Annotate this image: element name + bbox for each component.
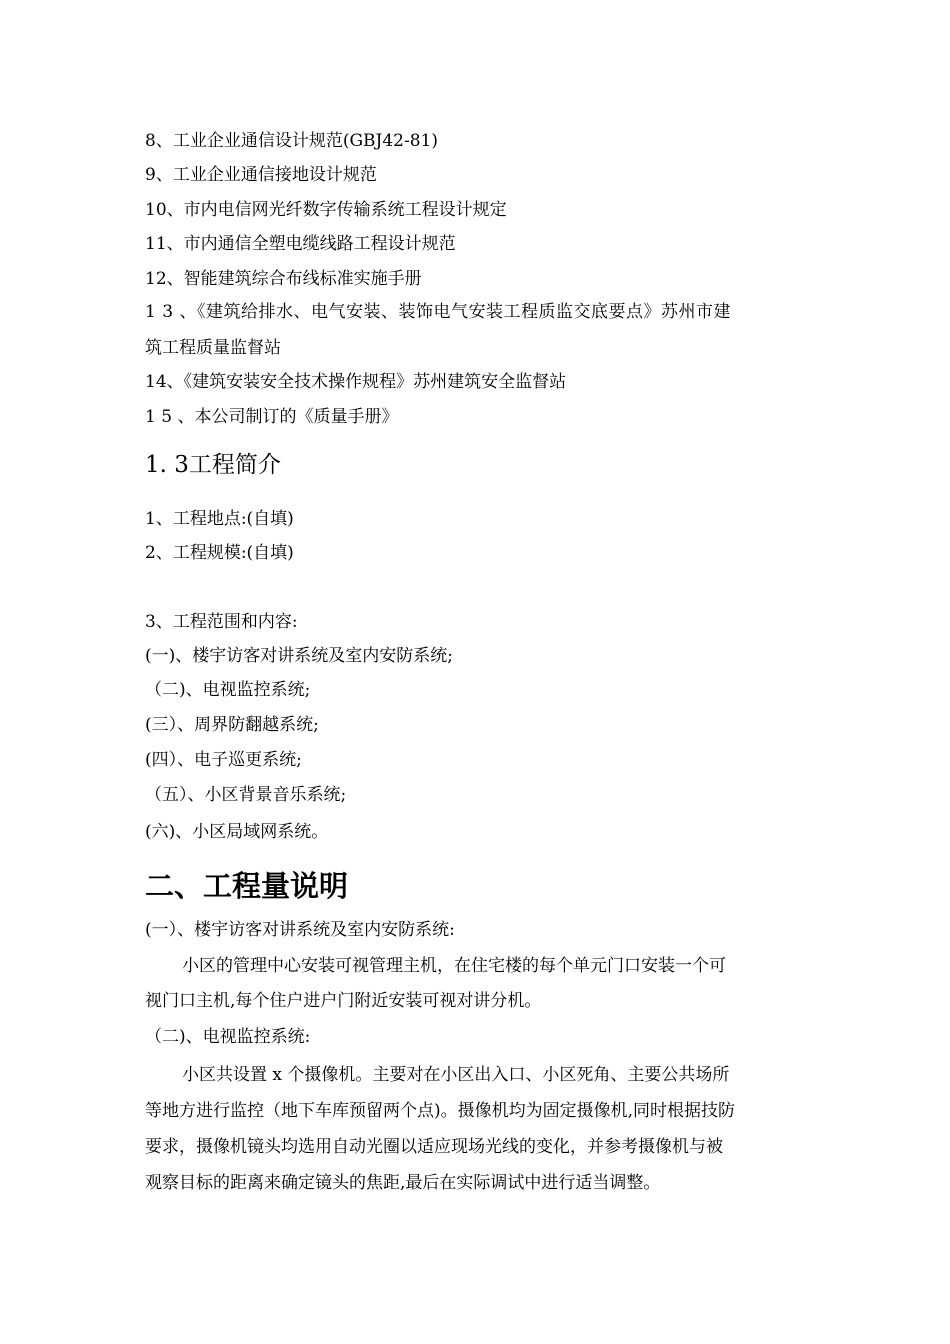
scope-item: (四）、电子巡更系统; [145, 750, 302, 770]
scope-item: (一)、楼宇访客对讲系统及室内安防系统; [145, 646, 453, 666]
paragraph-line: 小区的管理中心安装可视管理主机，在住宅楼的每个单元门口安装一个可 [182, 956, 726, 976]
paragraph-line: 小区共设置 x 个摄像机。主要对在小区出入口、小区死角、主要公共场所 [182, 1065, 730, 1085]
scope-item: （五）、小区背景音乐系统; [145, 785, 347, 805]
paragraph-line: 要求，摄像机镜头均选用自动光圈以适应现场光线的变化，并参考摄像机与被 [145, 1137, 723, 1157]
ref-item-10: 10、市内电信网光纤数字传输系统工程设计规定 [145, 200, 507, 220]
scope-item: （二)、电视监控系统; [145, 680, 311, 700]
scope-item: (六)、小区局域网系统。 [145, 822, 329, 842]
subsection-title-intercom: (一）、楼宇访客对讲系统及室内安防系统: [145, 920, 455, 940]
section-heading-2: 二、工程量说明 [145, 869, 349, 903]
paragraph-line: 等地方进行监控（地下车库预留两个点)。摄像机均为固定摄像机,同时根据技防 [145, 1101, 736, 1121]
subsection-title-cctv: （二)、电视监控系统: [145, 1027, 311, 1047]
ref-item-12: 12、智能建筑综合布线标准实施手册 [145, 269, 422, 289]
paragraph-line: 视门口主机,每个住户进户门附近安装可视对讲分机。 [145, 991, 542, 1011]
scope-item: (三）、周界防翻越系统; [145, 715, 319, 735]
ref-item-9: 9、工业企业通信接地设计规范 [145, 165, 377, 185]
section-heading-1-3: 1. 3工程简介 [145, 452, 281, 478]
ref-item-11: 11、市内通信全塑电缆线路工程设计规范 [145, 234, 456, 254]
ref-item-14: 14、《建筑安装安全技术操作规程》苏州建筑安全监督站 [145, 372, 567, 392]
project-location: 1、工程地点:(自填) [145, 509, 294, 529]
ref-item-13-line-1: 1 3 、《建筑给排水、电气安装、装饰电气安装工程质监交底要点》苏州市建 [145, 302, 731, 322]
paragraph-line: 观察目标的距离来确定镜头的焦距,最后在实际调试中进行适当调整。 [145, 1173, 661, 1193]
project-scale: 2、工程规模:(自填) [145, 543, 294, 563]
ref-item-15: 1 5 、本公司制订的《质量手册》 [145, 407, 399, 427]
ref-item-8: 8、工业企业通信设计规范(GBJ42-81) [145, 131, 438, 151]
ref-item-13-line-2: 筑工程质量监督站 [145, 338, 281, 358]
project-scope-title: 3、工程范围和内容: [145, 612, 298, 632]
